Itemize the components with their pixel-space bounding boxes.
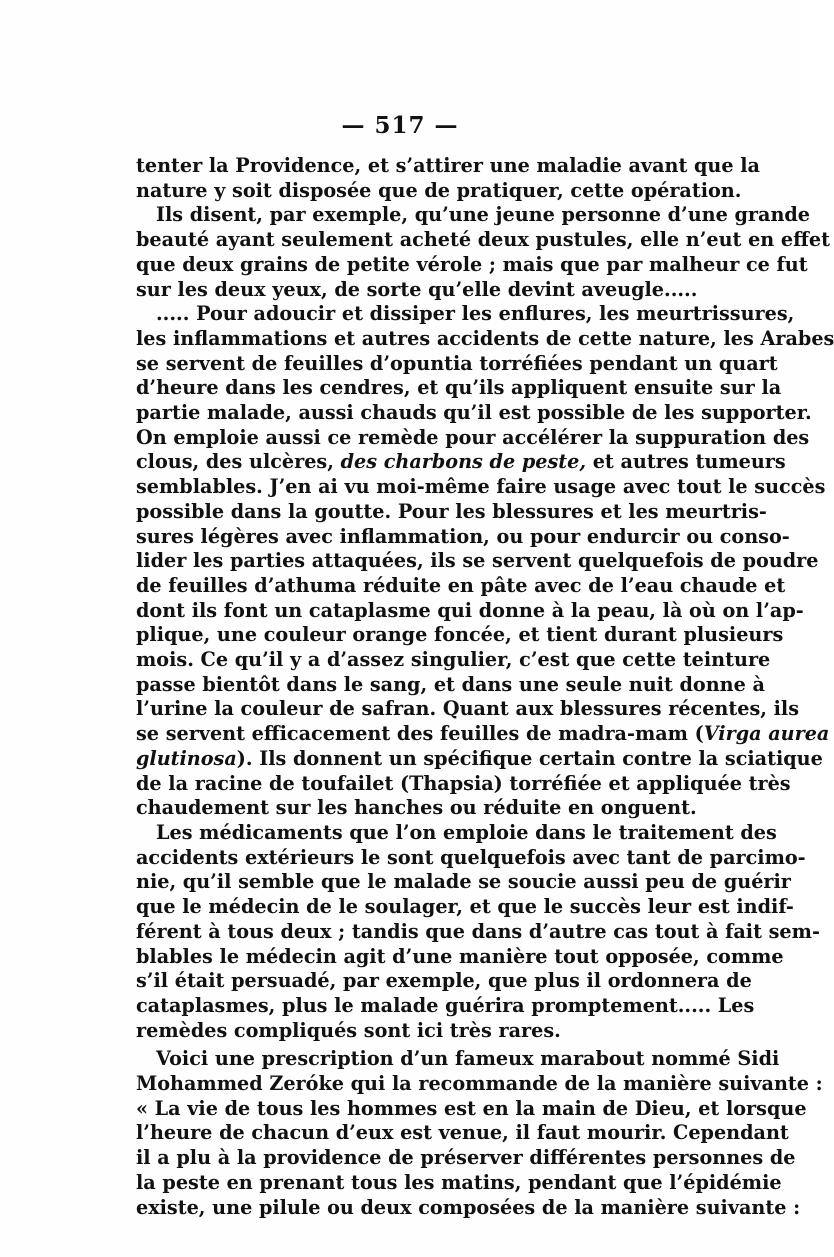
text-line: de feuilles d’athuma réduite en pâte avec de l’eau chaude et xyxy=(136,573,786,597)
text-line: accidents extérieurs le sont quelquefois avec tant de parcimo- xyxy=(136,845,806,869)
text-line: Voici une prescription d’un fameux marabout nommé Sidi xyxy=(156,1047,780,1071)
text-line: ..... Pour adoucir et dissiper les enflures, les meurtrissures, xyxy=(156,302,795,326)
page-text xyxy=(136,154,834,1220)
text-line: de la racine de toufailet (Thapsia) torréfiée et appliquée très xyxy=(136,771,791,795)
text-line: tenter la Providence, et s’attirer une maladie avant que la xyxy=(136,154,760,177)
text-line: les inflammations et autres accidents de cette nature, les Arabes xyxy=(136,326,834,350)
text-line: l’urine la couleur de safran. Quant aux blessures récentes, ils xyxy=(136,697,799,721)
text-line: Mohammed Zeróke qui la recommande de la manière suivante : xyxy=(136,1072,823,1096)
text-line: possible dans la goutte. Pour les blessures et les meurtris- xyxy=(136,499,767,523)
text-line: remèdes compliqués sont ici très rares. xyxy=(136,1018,561,1042)
page-number: — 517 — xyxy=(341,112,459,139)
text-line-mixed xyxy=(136,722,830,747)
text-line: nature y soit disposée que de pratiquer, cette opération. xyxy=(136,178,742,202)
text-line: lider les parties attaquées, ils se servent quelquefois de poudre xyxy=(136,549,819,573)
text-line: passe bientôt dans le sang, et dans une seule nuit donne à xyxy=(136,672,765,696)
text-line: la peste en prenant tous les matins, pendant que l’épidémie xyxy=(136,1170,782,1194)
text-line: dont ils font un cataplasme qui donne à la peau, là où on l’ap- xyxy=(136,598,804,622)
text-segment: ). Ils donnent un spécifique certain contre la sciatique xyxy=(236,746,823,770)
text-line: partie malade, aussi chauds qu’il est possible de les supporter. xyxy=(136,401,812,425)
text-line: existe, une pilule ou deux composées de la manière suivante : xyxy=(136,1195,801,1219)
text-segment: se servent efficacement des feuilles de madra-mam ( xyxy=(136,722,704,746)
text-line: « La vie de tous les hommes est en la main de Dieu, et lorsque xyxy=(136,1096,807,1120)
text-line: cataplasmes, plus le malade guérira promptement..... Les xyxy=(136,993,755,1017)
text-line: se servent de feuilles d’opuntia torréfiées pendant un quart xyxy=(136,351,778,375)
text-line: l’heure de chacun d’eux est venue, il faut mourir. Cependant xyxy=(136,1121,789,1145)
text-line: que deux grains de petite vérole ; mais que par malheur ce fut xyxy=(136,252,808,276)
text-line: sur les deux yeux, de sorte qu’elle devint aveugle..... xyxy=(136,277,698,301)
text-line: que le médecin de le soulager, et que le succès leur est indif- xyxy=(136,895,794,919)
italic-phrase: glutinosa xyxy=(136,746,237,770)
text-segment: clous, des ulcères, xyxy=(136,450,334,474)
text-line-mixed xyxy=(136,450,786,475)
text-segment: et autres tumeurs xyxy=(586,450,786,474)
text-line: semblables. J’en ai vu moi-même faire usage avec tout le succès xyxy=(136,475,826,499)
text-line: il a plu à la providence de préserver différentes personnes de xyxy=(136,1146,796,1170)
italic-phrase: des charbons de peste, xyxy=(340,450,587,474)
text-line: beauté ayant seulement acheté deux pustules, elle n’eut en effet xyxy=(136,228,830,252)
text-line: On emploie aussi ce remède pour accélérer la suppuration des xyxy=(136,425,810,449)
text-line: chaudement sur les hanches ou réduite en onguent. xyxy=(136,796,697,820)
text-line: Ils disent, par exemple, qu’une jeune personne d’une grande xyxy=(156,203,811,227)
text-line: blables le médecin agit d’une manière tout opposée, comme xyxy=(136,944,784,968)
text-line: férent à tous deux ; tandis que dans d’autre cas tout à fait sem- xyxy=(136,919,820,943)
text-line: sures légères avec inflammation, ou pour endurcir ou conso- xyxy=(136,524,790,548)
text-line: Les médicaments que l’on emploie dans le traitement des xyxy=(156,820,777,844)
text-line-mixed xyxy=(136,746,823,772)
text-line: plique, une couleur orange foncée, et tient durant plusieurs xyxy=(136,623,784,647)
italic-phrase: Virga aurea xyxy=(703,722,830,746)
text-line: mois. Ce qu’il y a d’assez singulier, c’est que cette teinture xyxy=(136,648,771,672)
text-line: nie, qu’il semble que le malade se soucie aussi peu de guérir xyxy=(136,870,791,894)
text-line: d’heure dans les cendres, et qu’ils appliquent ensuite sur la xyxy=(136,376,782,400)
text-line: s’il était persuadé, par exemple, que plus il ordonnera de xyxy=(136,969,752,993)
